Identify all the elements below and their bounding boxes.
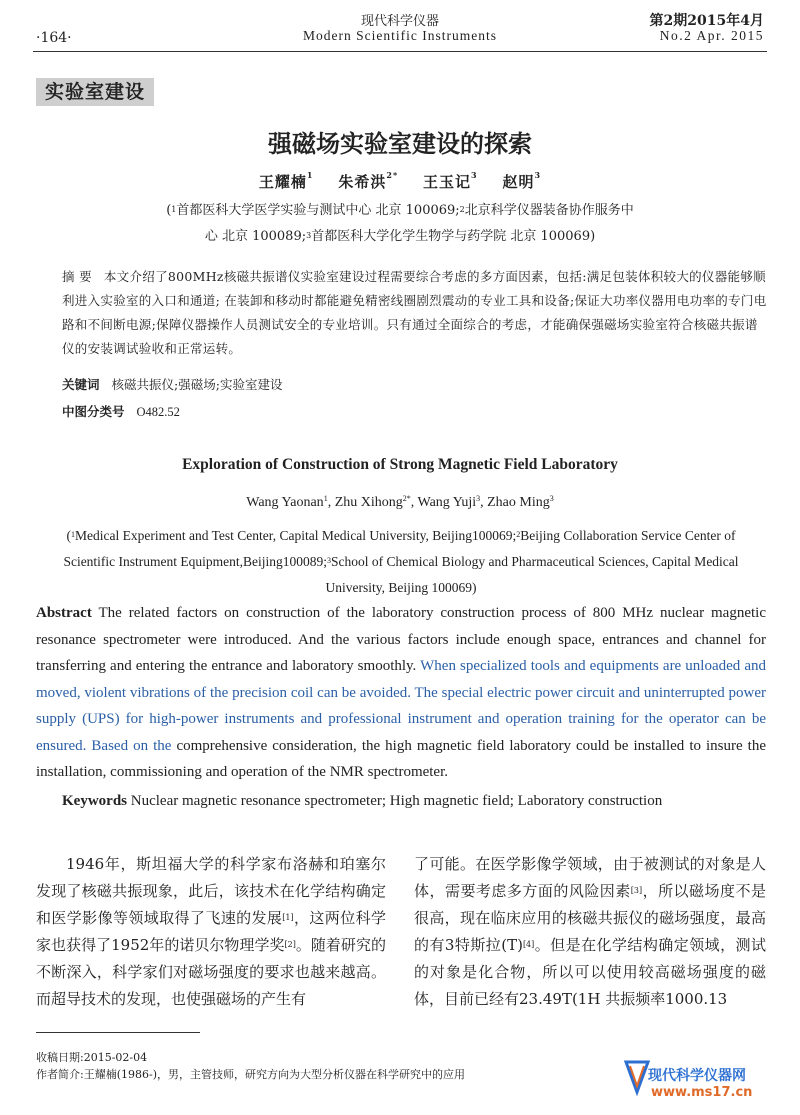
paper-title-cn: 强磁场实验室建设的探索 (268, 130, 532, 158)
footnote-received: 收稿日期:2015-02-04 (36, 1051, 148, 1064)
authors-cn: 王耀楠$^1$ 朱希洪$^{2*}$ 王玉记$^3$ 赵明$^3$ (258, 170, 542, 191)
watermark-text: 现代科学仪器网 (648, 1068, 746, 1084)
page-number: ·164· (36, 30, 72, 46)
body-column-right: 了可能。在医学影像学领域，由于被测试的对象是人体，需要考虑多方面的风险因素[3]，所以磁场度不是很高，现在临床应用的核磁共振仪的磁场强度，最高的有3特斯拉(T)[4]。但是在化学结构确定领域，测试的对象是化合物，所以可以使用较高磁场强度的磁体，目前已经有23.49T(1H 共振频率1000.13 (414, 855, 766, 1008)
footnote-rule (36, 1032, 200, 1033)
author-cn: 王玉记 (423, 173, 472, 191)
affiliation-en: ($^1$Medical Experiment and Test Center, Capital Medical University, Beijing100069;$^2$Beijing Collaboration Service Center of Scientific Instrument Equipment,Beijing100089;$^3$School of Chemical Biology and Pharmaceutical Sciences, Capital Medical University, Beijing 100069) (63, 528, 739, 595)
author-cn: 赵明 (502, 173, 535, 191)
author-cn: 朱希洪 (338, 173, 387, 191)
abstract-cn-label: 摘 要 (62, 269, 92, 284)
keywords-en: Keywords Nuclear magnetic resonance spectrometer; High magnetic field; Laboratory construction (62, 793, 663, 809)
paper-title-en: Exploration of Construction of Strong Magnetic Field Laboratory (182, 456, 618, 473)
classification-number: 中图分类号 O482.52 (62, 404, 180, 419)
header-rule (33, 51, 767, 52)
abstract-en-label: Abstract (36, 605, 92, 621)
authors-en: Wang Yaonan$^1$, Zhu Xihong$^{2*}$, Wang Yuji$^3$, Zhao Ming$^3$ (246, 494, 554, 510)
issue-cn: 第2期2015年4月 (649, 13, 764, 29)
issue-en: No.2 Apr. 2015 (659, 28, 764, 43)
body-column-left: 1946年，斯坦福大学的科学家布洛赫和珀塞尔发现了核磁共振现象，此后，该技术在化学结构确定和医学影像等领域取得了飞速的发展[1]，这两位科学家也获得了1952年的诺贝尔物理学奖[2]。随着研究的不断深入，科学家们对磁场强度的要求也越来越高。而超导技术的发现，也使强磁场的产生有 (36, 855, 386, 1008)
watermark-url: www.ms17.cn (651, 1085, 753, 1100)
journal-name-cn: 现代科学仪器 (360, 14, 439, 29)
affiliation-cn: ($^1$首都医科大学医学实验与测试中心 北京 100069;$^2$北京科学仪器装备协作服务中 心 北京 100089;$^3$首都医科大学化学生物学与药学院 北京 100069) (166, 203, 634, 244)
author-cn: 王耀楠 (258, 173, 307, 191)
section-label: 实验室建设 (36, 78, 154, 106)
abstract-en: Abstract The related factors on construction of the laboratory construction process of 800 MHz nuclear magnetic resonance spectrometer were introduced. And the various factors include enough space, entrances and channel for transferring and entering the entrance and laboratory smoothly. When specialized tools and equipments are unloaded and moved, violent vibrations of the precision coil can be avoided. The special electric power circuit and uninterrupted power supply (UPS) for high-power instruments and professional instrument and operation training for the operator can be ensured. Based on the comprehensive consideration, the high magnetic field laboratory could be installed to insure the installation, commissioning and operation of the NMR spectrometer. (36, 605, 767, 780)
keywords-cn: 关键词 核磁共振仪;强磁场;实验室建设 (62, 377, 283, 392)
journal-name-en: Modern Scientific Instruments (303, 28, 497, 43)
abstract-cn: 摘 要 本文介绍了800MHz核磁共振谱仪实验室建设过程需要综合考虑的多方面因素，包括:满足包装体积较大的仪器能够顺利进入实验室的入口和通道; 在装卸和移动时都能避免精密线圈剧烈震动的专业工具和设备;保证大功率仪器用电功率的专门电路和不间断电源;保障仪器操作人员测试安全的专业培训。只有通过全面综合的考虑，才能确保强磁场实验室符合核磁共振谱仪的安装调试验收和正常运转。 (62, 269, 767, 356)
footnote-author: 作者简介:王耀楠(1986-)，男，主管技师，研究方向为大型分析仪器在科学研究中的应用 (36, 1068, 465, 1081)
